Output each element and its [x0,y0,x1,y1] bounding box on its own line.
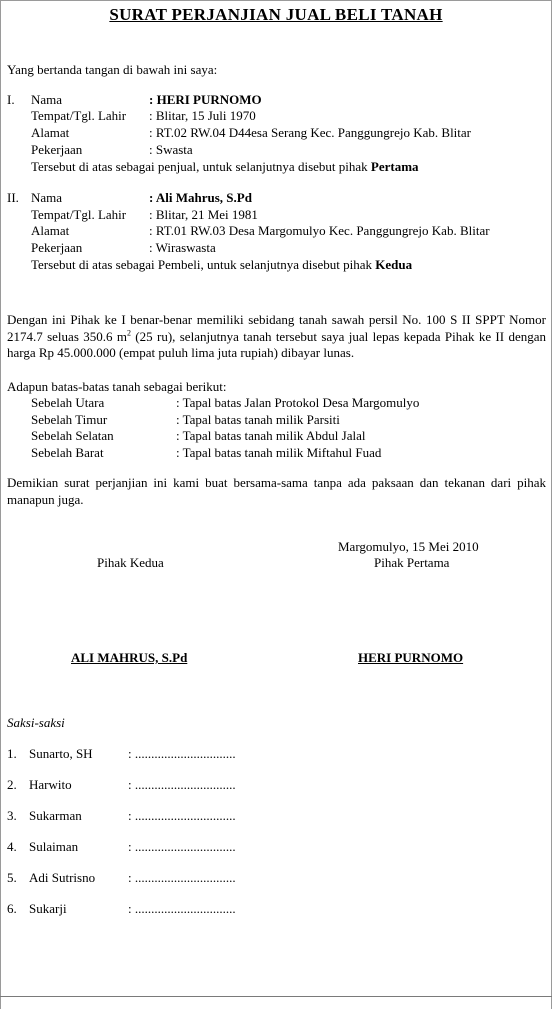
witness-5-name: Adi Sutrisno [29,870,96,885]
witness-4-signature-line: : ............................... [128,839,236,854]
intro-text: Yang bertanda tangan di bawah ini saya: [7,62,218,77]
witness-2-name: Harwito [29,777,72,792]
witness-6-signature-line: : ............................... [128,901,236,916]
party-2-role: Kedua [375,257,413,272]
page-left-edge [0,0,1,1009]
boundary-east-value: : Tapal batas tanah milik Parsiti [176,412,340,427]
boundary-south-value: : Tapal batas tanah milik Abdul Jalal [176,428,366,443]
party-2-name-label: Nama [31,190,63,205]
witness-5-signature-line: : ............................... [128,870,236,885]
party-2-job-label: Pekerjaan [31,240,83,255]
page-right-edge [551,0,552,1009]
signature-first-name: HERI PURNOMO [358,650,464,665]
area-unit-superscript: 2 [126,328,131,338]
boundary-north-label: Sebelah Utara [31,395,105,410]
party-2-address-value: : RT.01 RW.03 Desa Margomulyo Kec. Panggungrejo Kab. Blitar [149,223,490,238]
party-1-job-value: : Swasta [149,142,193,157]
page-top-edge [0,0,552,1]
page-bottom-edge [0,996,552,997]
witness-4-name: Sulaiman [29,839,79,854]
party-second-label: Pihak Kedua [97,555,164,570]
party-1-job-label: Pekerjaan [31,142,83,157]
boundary-north-value: : Tapal batas Jalan Protokol Desa Margomulyo [176,395,420,410]
boundary-west-value: : Tapal batas tanah milik Miftahul Fuad [176,445,382,460]
closing-paragraph: Demikian surat perjanjian ini kami buat bersama-sama tanpa ada paksaan dan tekanan dari pihak manapun juga. [7,475,546,507]
party-1-birth-value: : Blitar, 15 Juli 1970 [149,108,256,123]
party-1-role-note-text: Tersebut di atas sebagai penjual, untuk selanjutnya disebut pihak [31,159,371,174]
witness-6-name: Sukarji [29,901,67,916]
party-2-address-label: Alamat [31,223,70,238]
sale-statement-part2: (25 ru), selanjutnya tanah tersebut saya jual lepas kepada Pihak ke II dengan harga Rp 45.000.000 (empat puluh lima juta rupiah) dibayar lunas. [7,328,546,360]
witness-3-number: 3. [7,808,17,823]
boundary-south-label: Sebelah Selatan [31,428,114,443]
sale-statement [7,312,546,362]
witness-1-number: 1. [7,746,17,761]
party-1-role: Pertama [370,159,419,174]
boundaries-intro: Adapun batas-batas tanah sebagai berikut: [7,379,227,394]
witness-1-signature-line: : ............................... [128,746,236,761]
witness-heading: Saksi-saksi [7,715,65,730]
boundary-east-label: Sebelah Timur [31,412,108,427]
signature-second-name: ALI MAHRUS, S.Pd [71,650,188,665]
witness-4-number: 4. [7,839,17,854]
party-1-name-value: : HERI PURNOMO [149,92,262,107]
party-2-numeral: II. [7,190,19,205]
witness-2-signature-line: : ............................... [128,777,236,792]
witness-6-number: 6. [7,901,17,916]
place-date: Margomulyo, 15 Mei 2010 [338,539,479,554]
party-1-name-label: Nama [31,92,63,107]
witness-3-name: Sukarman [29,808,82,823]
party-2-name-value: : Ali Mahrus, S.Pd [149,190,252,205]
document-title: SURAT PERJANJIAN JUAL BELI TANAH [109,5,443,24]
party-1-role-note [31,159,419,175]
party-2-role-note-text: Tersebut di atas sebagai Pembeli, untuk selanjutnya disebut pihak [31,257,376,272]
sale-statement-part1: Dengan ini Pihak ke I benar-benar memiliki sebidang tanah sawah persil No. 100 S II SPPT Nomor 2174.7 seluas 350.6 m [7,312,546,344]
party-2-job-value: : Wiraswasta [149,240,216,255]
party-1-numeral: I. [7,92,15,107]
party-2-birth-label: Tempat/Tgl. Lahir [31,207,127,222]
party-1-address-value: : RT.02 RW.04 D44esa Serang Kec. Panggungrejo Kab. Blitar [149,125,471,140]
party-first-label: Pihak Pertama [374,555,450,570]
witness-3-signature-line: : ............................... [128,808,236,823]
witness-1-name: Sunarto, SH [29,746,93,761]
party-1-birth-label: Tempat/Tgl. Lahir [31,108,127,123]
witness-2-number: 2. [7,777,17,792]
party-2-birth-value: : Blitar, 21 Mei 1981 [149,207,258,222]
boundary-west-label: Sebelah Barat [31,445,104,460]
witness-5-number: 5. [7,870,17,885]
party-2-role-note [31,257,412,273]
party-1-address-label: Alamat [31,125,70,140]
